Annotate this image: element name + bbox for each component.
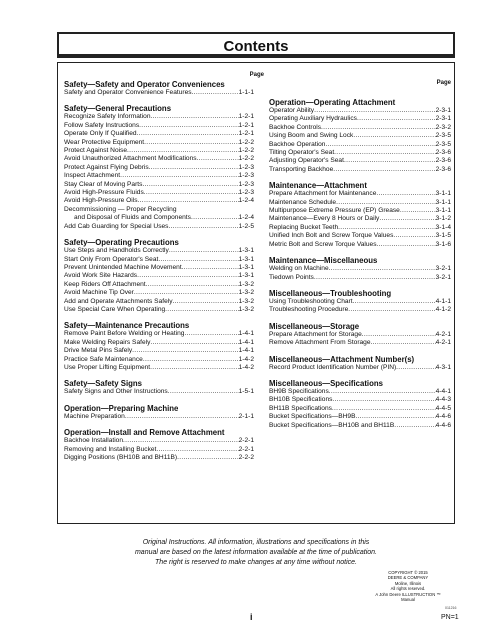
leader-dots xyxy=(336,199,436,207)
toc-entry xyxy=(64,289,254,297)
toc-entry xyxy=(64,147,254,155)
leader-dots xyxy=(139,122,238,130)
entry-title: Using Boom and Swing Lock xyxy=(269,132,354,140)
entry-title: Wear Protective Equipment xyxy=(64,138,145,146)
copyright-line: DEERE & COMPANY xyxy=(387,575,429,581)
entry-title: Remove Attachment From Storage xyxy=(269,339,371,347)
toc-entry xyxy=(269,141,451,149)
toc-entry xyxy=(64,306,254,314)
toc-section xyxy=(64,404,254,421)
toc-entry xyxy=(64,247,254,255)
leader-dots xyxy=(357,115,436,123)
entry-page: 1-2-3 xyxy=(238,163,254,171)
toc-section xyxy=(64,238,254,314)
entry-title: Removing and Installing Bucket xyxy=(64,445,157,453)
leader-dots xyxy=(334,149,435,157)
entry-title: Inspect Attachment xyxy=(64,172,121,180)
toc-entry xyxy=(269,207,451,215)
page-column-header: Page xyxy=(249,72,264,78)
section-heading: Safety—Safety and Operator Conveniences xyxy=(64,80,225,89)
entry-page: 4-4-6 xyxy=(435,413,451,421)
entry-page: 1-2-1 xyxy=(238,121,254,129)
leader-dots xyxy=(123,437,239,445)
copyright-line: Moline, Illinois xyxy=(394,580,422,586)
entry-title: Backhoe Operation xyxy=(269,140,326,148)
leader-dots xyxy=(329,388,436,396)
entry-title: Remove Paint Before Welding or Heating xyxy=(64,330,185,338)
leader-dots xyxy=(191,214,239,222)
toc-entry xyxy=(269,265,451,273)
entry-page: 1-3-2 xyxy=(238,297,254,305)
leader-dots xyxy=(169,247,239,255)
entry-title: Digging Positions (BH10B and BH11B) xyxy=(64,454,178,461)
entry-title: Avoid Machine Tip Over xyxy=(64,289,134,297)
toc-entry xyxy=(64,256,254,264)
entry-page: 1-2-2 xyxy=(238,147,254,155)
entry-title: Keep Riders Off Attachment xyxy=(64,280,146,288)
leader-dots xyxy=(138,197,239,205)
entry-page: 1-2-1 xyxy=(238,130,254,138)
toc-entry xyxy=(269,298,451,306)
entry-title: Avoid Work Site Hazards xyxy=(64,272,138,280)
entry-title: Prepare Attachment for Maintenance xyxy=(269,190,377,198)
entry-page: 4-4-5 xyxy=(435,404,451,412)
entry-title: Using Troubleshooting Chart xyxy=(269,297,353,305)
toc-entry xyxy=(64,437,254,445)
toc-entry xyxy=(269,224,451,232)
leader-dots xyxy=(127,147,239,155)
toc-entry xyxy=(64,339,254,347)
toc-entry xyxy=(64,364,254,372)
entry-page: 1-3-1 xyxy=(238,263,254,271)
section-heading: Operation—Operating Attachment xyxy=(269,98,396,107)
leader-dots xyxy=(371,339,436,347)
toc-entry xyxy=(64,446,254,454)
toc-entry xyxy=(269,364,451,372)
entry-page: 2-3-6 xyxy=(435,157,451,165)
toc-entry xyxy=(64,388,254,396)
entry-title: Adjusting Operator's Seat xyxy=(269,157,344,165)
toc-entry xyxy=(269,274,451,282)
leader-dots xyxy=(134,289,239,297)
entry-title: Safety and Operator Convenience Features xyxy=(64,89,192,96)
toc-section xyxy=(269,181,451,249)
toc-entry xyxy=(64,281,254,289)
section-heading: Miscellaneous—Specifications xyxy=(269,378,383,388)
entry-title: Avoid High-Pressure Oils xyxy=(64,197,138,205)
entry-page: 2-3-1 xyxy=(435,107,451,114)
leader-dots xyxy=(182,264,239,272)
leader-dots xyxy=(168,223,238,231)
leader-dots xyxy=(144,139,238,147)
entry-title: Prevent Unintended Machine Movement xyxy=(64,263,182,271)
section-heading: Safety—Maintenance Precautions xyxy=(64,321,190,331)
entry-title: Welding on Machine xyxy=(269,265,329,273)
page-number: i xyxy=(250,612,253,622)
page-title: Contents xyxy=(223,38,289,55)
entry-title: Metric Bolt and Screw Torque Values xyxy=(269,240,377,248)
entry-page: 1-2-2 xyxy=(238,155,254,163)
entry-page: 4-4-1 xyxy=(435,387,451,395)
leader-dots xyxy=(144,189,239,197)
entry-title: Replacing Bucket Teeth xyxy=(269,223,339,231)
toc-entry xyxy=(269,124,451,132)
entry-page: 1-4-2 xyxy=(238,355,254,363)
entry-page: 1-3-1 xyxy=(238,255,254,263)
toc-entry xyxy=(64,272,254,280)
entry-title: Use Special Care When Operating xyxy=(64,305,166,313)
entry-page: 1-3-1 xyxy=(238,272,254,280)
leader-dots xyxy=(120,172,239,180)
leader-dots xyxy=(329,265,436,273)
entry-title: Backhoe Installation xyxy=(64,437,124,445)
leader-dots xyxy=(353,298,436,306)
entry-page: 2-2-1 xyxy=(238,437,254,445)
toc-section xyxy=(269,98,451,174)
entry-title: Troubleshooting Procedure xyxy=(269,306,349,314)
toc-entry xyxy=(269,232,451,240)
toc-entry xyxy=(64,356,254,364)
pn-label: PN=1 xyxy=(441,614,459,621)
entry-title: Recognize Safety Information xyxy=(64,113,151,121)
leader-dots xyxy=(132,347,238,355)
toc-entry xyxy=(64,206,254,214)
entry-page: 2-2-1 xyxy=(238,445,254,453)
toc-section xyxy=(64,80,254,97)
entry-page: 1-4-1 xyxy=(238,347,254,355)
entry-title: Safety Signs and Other Instructions xyxy=(64,388,168,396)
entry-page: 1-2-1 xyxy=(238,113,254,121)
leader-dots xyxy=(338,224,435,232)
leader-dots xyxy=(332,396,435,404)
leader-dots xyxy=(379,215,435,223)
entry-page: 3-1-4 xyxy=(435,223,451,231)
entry-title: Make Welding Repairs Safely xyxy=(64,338,151,346)
leader-dots xyxy=(344,157,436,165)
entry-title: Bucket Specifications—BH10B and BH11B xyxy=(269,421,395,429)
entry-page: 2-3-5 xyxy=(435,140,451,148)
toc-entry xyxy=(269,115,451,123)
copyright-block xyxy=(368,570,448,602)
leader-dots xyxy=(146,281,239,289)
entry-title: Add Cab Guarding for Special Uses xyxy=(64,222,169,230)
entry-page: 1-3-2 xyxy=(238,280,254,288)
entry-title: Unified Inch Bolt and Screw Torque Values xyxy=(269,232,394,240)
entry-page: 1-3-1 xyxy=(238,247,254,255)
leader-dots xyxy=(197,155,239,163)
leader-dots xyxy=(156,446,238,454)
entry-page: 1-4-1 xyxy=(238,338,254,346)
leader-dots xyxy=(332,405,436,413)
toc-entry xyxy=(64,264,254,272)
toc-entry xyxy=(64,347,254,355)
entry-page: 4-2-1 xyxy=(435,330,451,338)
entry-page: 1-5-1 xyxy=(238,388,254,396)
toc-entry xyxy=(64,155,254,163)
entry-page: 1-4-1 xyxy=(238,330,254,338)
leader-dots xyxy=(125,413,239,421)
leader-dots xyxy=(150,364,238,372)
toc-entry xyxy=(64,130,254,138)
entry-title: Use Proper Lifting Equipment xyxy=(64,363,151,371)
toc-section xyxy=(269,355,451,372)
toc-entry xyxy=(64,298,254,306)
toc-entry xyxy=(64,89,254,97)
entry-page: 1-3-2 xyxy=(238,289,254,297)
toc-section xyxy=(269,289,451,315)
page-column-header: Page xyxy=(436,80,451,86)
toc-entry xyxy=(64,139,254,147)
entry-title: Operator Ability xyxy=(269,107,315,114)
entry-title: Protect Against Flying Debris xyxy=(64,163,149,171)
entry-title: BH10B Specifications xyxy=(269,396,333,404)
entry-title: Drive Metal Pins Safely xyxy=(64,347,133,355)
toc-entry xyxy=(64,172,254,180)
toc-entry xyxy=(269,199,451,207)
entry-title: Follow Safety Instructions xyxy=(64,121,140,129)
toc-section xyxy=(64,428,254,462)
entry-title: Stay Clear of Moving Parts xyxy=(64,180,143,188)
leader-dots xyxy=(325,141,435,149)
leader-dots xyxy=(192,89,239,97)
legal-notice xyxy=(57,538,455,568)
leader-dots xyxy=(168,388,239,396)
entry-title: Decommissioning — Proper Recycling xyxy=(64,205,177,213)
copyright-line: A John Deere ILLUSTRUCTION ™ Manual xyxy=(375,591,441,603)
leader-dots xyxy=(151,113,239,121)
leader-dots xyxy=(177,454,238,462)
toc-entry xyxy=(269,157,451,165)
entry-page: 3-1-2 xyxy=(435,215,451,223)
leader-dots xyxy=(353,132,435,140)
leader-dots xyxy=(400,207,436,215)
leader-dots xyxy=(362,331,436,339)
copyright-line: COPYRIGHT © 2015 xyxy=(388,570,428,575)
entry-page: 3-1-1 xyxy=(435,190,451,198)
entry-page: 1-3-2 xyxy=(238,305,254,313)
entry-title: Operate Only If Qualified xyxy=(64,130,137,138)
toc-entry xyxy=(64,223,254,231)
leader-dots xyxy=(314,274,436,282)
entry-title: Practice Safe Maintenance xyxy=(64,355,143,363)
section-heading: Operation—Preparing Machine xyxy=(64,403,179,413)
toc-entry xyxy=(269,241,451,249)
copyright-line: All rights reserved. xyxy=(390,586,426,592)
entry-title: and Disposal of Fluids and Components xyxy=(74,214,191,222)
title-bar xyxy=(57,32,455,58)
toc-entry xyxy=(269,339,451,347)
notice-line: manual are based on the latest information available at the time of publication. xyxy=(134,549,378,556)
entry-page: 4-2-1 xyxy=(435,339,451,347)
entry-title: Record Product Identification Number (PIN) xyxy=(269,363,397,371)
entry-page: 2-2-2 xyxy=(238,454,254,461)
toc-entry xyxy=(269,166,451,174)
toc-entry xyxy=(64,413,254,421)
entry-page: 4-1-2 xyxy=(435,306,451,314)
toc-section xyxy=(269,379,451,430)
leader-dots xyxy=(356,413,436,421)
entry-title: BH9B Specifications xyxy=(269,387,329,395)
leader-dots xyxy=(143,356,239,364)
entry-title: Backhoe Controls xyxy=(269,123,322,131)
leader-dots xyxy=(142,181,238,189)
entry-title: Avoid Unauthorized Attachment Modifications xyxy=(64,155,197,163)
entry-page: 4-3-1 xyxy=(435,363,451,371)
right-column xyxy=(269,80,451,430)
notice-line: The right is reserved to make changes at any time without notice. xyxy=(155,559,357,566)
toc-entry xyxy=(64,122,254,130)
toc-entry xyxy=(269,149,451,157)
leader-dots xyxy=(184,330,238,338)
entry-title: Maintenance Schedule xyxy=(269,198,337,206)
toc-entry xyxy=(64,454,254,462)
toc-entry xyxy=(269,107,451,115)
leader-dots xyxy=(137,130,239,138)
section-heading: Miscellaneous—Attachment Number(s) xyxy=(269,354,415,364)
leader-dots xyxy=(150,339,238,347)
entry-title: Avoid High-Pressure Fluids xyxy=(64,189,144,197)
leader-dots xyxy=(396,364,435,372)
section-heading: Miscellaneous—Storage xyxy=(269,321,360,331)
section-heading: Safety—Operating Precautions xyxy=(64,238,179,248)
entry-page: 2-3-6 xyxy=(435,149,451,157)
leader-dots xyxy=(177,206,255,214)
entry-page: 1-2-3 xyxy=(238,172,254,180)
entry-page: 2-3-5 xyxy=(435,132,451,140)
entry-title: Add and Operate Attachments Safely xyxy=(64,297,173,305)
leader-dots xyxy=(173,298,239,306)
entry-page: 3-1-1 xyxy=(435,207,451,215)
entry-title: Operating Auxiliary Hydraulics xyxy=(269,115,357,123)
toc-entry xyxy=(269,405,451,413)
entry-page: 1-2-4 xyxy=(238,214,254,222)
entry-page: 1-2-3 xyxy=(238,189,254,197)
toc-entry xyxy=(64,113,254,121)
leader-dots xyxy=(158,256,238,264)
entry-page: 1-2-3 xyxy=(238,180,254,188)
toc-entry xyxy=(64,189,254,197)
entry-title: Bucket Specifications—BH9B xyxy=(269,413,356,421)
left-column xyxy=(64,72,264,462)
entry-title: Transporting Backhoe xyxy=(269,165,334,173)
entry-title: Multipurpose Extreme Pressure (EP) Grease xyxy=(269,207,400,215)
toc-section xyxy=(64,379,254,396)
entry-page: 1-2-5 xyxy=(238,222,254,230)
toc-entry xyxy=(64,164,254,172)
entry-page: 1-1-1 xyxy=(238,89,254,96)
toc-entry xyxy=(269,190,451,198)
leader-dots xyxy=(348,306,435,314)
leader-dots xyxy=(165,306,238,314)
toc-entry xyxy=(269,331,451,339)
entry-title: Use Steps and Handholds Correctly xyxy=(64,247,169,255)
entry-page: 2-3-6 xyxy=(435,165,451,173)
toc-section xyxy=(64,321,254,372)
leader-dots xyxy=(314,107,436,115)
leader-dots xyxy=(393,232,435,240)
toc-section xyxy=(64,104,254,231)
toc-entry xyxy=(269,132,451,140)
entry-page: 3-2-1 xyxy=(435,273,451,281)
entry-page: 4-4-3 xyxy=(435,396,451,404)
toc-entry xyxy=(269,215,451,223)
entry-title: Maintenance—Every 8 Hours or Daily xyxy=(269,215,380,223)
leader-dots xyxy=(137,272,239,280)
toc-entry xyxy=(269,413,451,421)
section-heading: Miscellaneous—Troubleshooting xyxy=(269,288,392,298)
toc-entry xyxy=(269,306,451,314)
toc-entry xyxy=(64,214,254,222)
entry-title: BH11B Specifications xyxy=(269,404,332,412)
entry-page: 3-1-6 xyxy=(435,240,451,248)
leader-dots xyxy=(376,190,435,198)
doc-code: 011216 xyxy=(445,606,457,610)
toc-section xyxy=(269,256,451,282)
entry-page: 4-1-1 xyxy=(435,297,451,305)
entry-page: 2-3-1 xyxy=(435,115,451,123)
section-heading: Safety—Safety Signs xyxy=(64,379,142,389)
entry-page: 3-2-1 xyxy=(435,265,451,273)
entry-page: 1-2-2 xyxy=(238,138,254,146)
entry-page: 3-1-1 xyxy=(435,198,451,206)
toc-entry xyxy=(269,422,451,430)
leader-dots xyxy=(321,124,436,132)
entry-page: 2-3-2 xyxy=(435,123,451,131)
toc-entry xyxy=(64,197,254,205)
entry-title: Protect Against Noise xyxy=(64,147,128,155)
section-heading: Maintenance—Miscellaneous xyxy=(269,256,378,266)
entry-page: 4-4-6 xyxy=(435,421,451,429)
entry-title: Tiedown Points xyxy=(269,273,314,281)
leader-dots xyxy=(149,164,239,172)
entry-page: 3-1-5 xyxy=(435,232,451,240)
entry-title: Tilting Operator's Seat xyxy=(269,149,335,157)
leader-dots xyxy=(333,166,435,174)
entry-page: 1-2-4 xyxy=(238,197,254,205)
section-heading: Safety—General Precautions xyxy=(64,104,172,114)
leader-dots xyxy=(394,422,435,430)
entry-title: Start Only From Operator's Seat xyxy=(64,255,159,263)
section-heading: Maintenance—Attachment xyxy=(269,181,367,191)
toc-entry xyxy=(64,330,254,338)
notice-line: Original Instructions. All information, illustrations and specifications in this xyxy=(142,539,370,546)
entry-title: Prepare Attachment for Storage xyxy=(269,330,362,338)
leader-dots xyxy=(377,241,436,249)
entry-title: Machine Preparation xyxy=(64,412,125,420)
entry-page: 1-4-2 xyxy=(238,363,254,371)
toc-entry xyxy=(64,181,254,189)
toc-entry xyxy=(269,388,451,396)
section-heading: Operation—Install and Remove Attachment xyxy=(64,428,225,438)
toc-entry xyxy=(269,396,451,404)
entry-page: 2-1-1 xyxy=(238,412,254,420)
toc-section xyxy=(269,322,451,348)
